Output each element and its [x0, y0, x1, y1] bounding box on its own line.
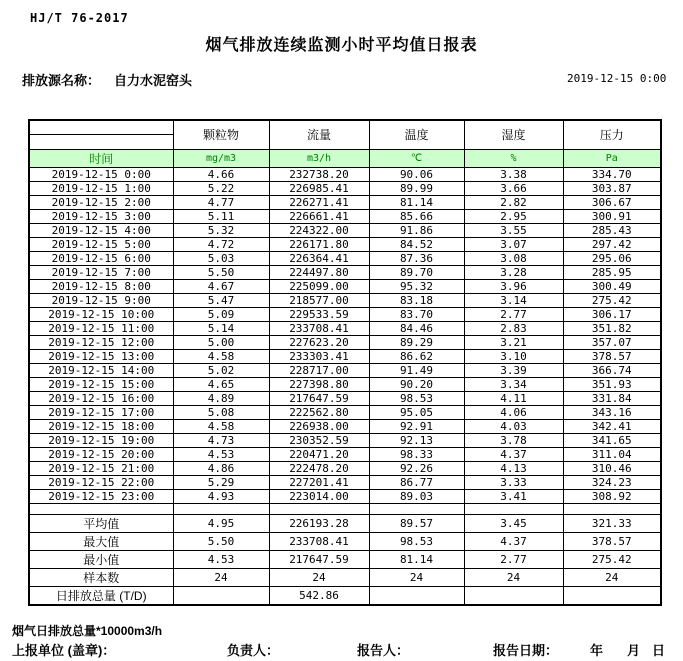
row-value: 4.77	[173, 195, 269, 209]
row-label: 平均值	[29, 514, 173, 532]
row-value: 227623.20	[269, 335, 369, 349]
row-value: 324.23	[563, 475, 661, 489]
row-time: 2019-12-15 11:00	[29, 321, 173, 335]
table-row	[29, 167, 661, 181]
row-value: 227398.80	[269, 377, 369, 391]
emission-source-line	[22, 70, 192, 89]
separator-section	[29, 503, 661, 514]
row-value: 5.14	[173, 321, 269, 335]
row-value: 3.21	[464, 335, 563, 349]
summary-rows	[29, 514, 661, 605]
row-value: 4.89	[173, 391, 269, 405]
row-value: 90.20	[369, 377, 464, 391]
unit-particulate: mg/m3	[173, 149, 269, 167]
table-row	[29, 568, 661, 586]
row-value: 311.04	[563, 447, 661, 461]
row-value: 366.74	[563, 363, 661, 377]
row-value	[173, 586, 269, 605]
table-row	[29, 321, 661, 335]
row-label: 日排放总量 (T/D)	[29, 586, 173, 605]
row-value: 4.13	[464, 461, 563, 475]
table-row	[29, 363, 661, 377]
row-value: 226193.28	[269, 514, 369, 532]
table-row	[29, 251, 661, 265]
row-value: 226661.41	[269, 209, 369, 223]
row-value: 5.00	[173, 335, 269, 349]
row-time: 2019-12-15 12:00	[29, 335, 173, 349]
row-value: 90.06	[369, 167, 464, 181]
row-value: 2.83	[464, 321, 563, 335]
corner-cell-top	[29, 120, 173, 134]
row-value: 233708.41	[269, 321, 369, 335]
row-value: 24	[563, 568, 661, 586]
row-time: 2019-12-15 17:00	[29, 405, 173, 419]
row-value: 84.52	[369, 237, 464, 251]
row-value: 226938.00	[269, 419, 369, 433]
row-value: 225099.00	[269, 279, 369, 293]
row-value: 3.33	[464, 475, 563, 489]
row-time: 2019-12-15 18:00	[29, 419, 173, 433]
row-value: 84.46	[369, 321, 464, 335]
row-value: 4.06	[464, 405, 563, 419]
row-value: 87.36	[369, 251, 464, 265]
row-value: 81.14	[369, 195, 464, 209]
row-value: 343.16	[563, 405, 661, 419]
row-value: 5.29	[173, 475, 269, 489]
row-value: 226171.80	[269, 237, 369, 251]
row-value: 4.73	[173, 433, 269, 447]
row-value: 3.14	[464, 293, 563, 307]
row-value: 81.14	[369, 550, 464, 568]
row-value: 226985.41	[269, 181, 369, 195]
row-value: 5.50	[173, 265, 269, 279]
standard-code: HJ/T 76-2017	[30, 11, 129, 25]
corner-cell-bottom	[29, 134, 173, 149]
row-value: 220471.20	[269, 447, 369, 461]
row-value: 4.93	[173, 489, 269, 503]
table-row	[29, 293, 661, 307]
table-row	[29, 461, 661, 475]
row-time: 2019-12-15 5:00	[29, 237, 173, 251]
unit-flow: m3/h	[269, 149, 369, 167]
time-column-header: 时间	[29, 149, 173, 167]
month-label: 月	[627, 643, 641, 658]
row-value: 233303.41	[269, 349, 369, 363]
row-value: 5.03	[173, 251, 269, 265]
row-value: 24	[464, 568, 563, 586]
day-label: 日	[652, 643, 666, 658]
row-time: 2019-12-15 14:00	[29, 363, 173, 377]
row-value: 4.03	[464, 419, 563, 433]
row-value: 222562.80	[269, 405, 369, 419]
row-value: 341.65	[563, 433, 661, 447]
row-value: 224497.80	[269, 265, 369, 279]
row-value: 2.77	[464, 550, 563, 568]
row-value: 321.33	[563, 514, 661, 532]
row-time: 2019-12-15 15:00	[29, 377, 173, 391]
row-time: 2019-12-15 7:00	[29, 265, 173, 279]
row-value: 331.84	[563, 391, 661, 405]
emission-source-label: 排放源名称：	[22, 73, 101, 88]
row-value: 5.02	[173, 363, 269, 377]
row-value: 86.77	[369, 475, 464, 489]
report-datetime: 2019-12-15 0:00	[567, 72, 667, 85]
row-value: 223014.00	[269, 489, 369, 503]
row-label: 最大值	[29, 532, 173, 550]
row-value: 98.53	[369, 391, 464, 405]
table-row	[29, 223, 661, 237]
row-value: 89.29	[369, 335, 464, 349]
row-value: 4.72	[173, 237, 269, 251]
row-time: 2019-12-15 13:00	[29, 349, 173, 363]
report-unit-label: 上报单位 (盖章)：	[12, 643, 116, 658]
row-value: 3.66	[464, 181, 563, 195]
row-value: 224322.00	[269, 223, 369, 237]
row-value: 98.33	[369, 447, 464, 461]
table-row	[29, 550, 661, 568]
unit-temperature: ℃	[369, 149, 464, 167]
row-value: 24	[173, 568, 269, 586]
row-value: 342.41	[563, 419, 661, 433]
emission-source-name: 自力水泥窑头	[114, 73, 193, 88]
row-value: 230352.59	[269, 433, 369, 447]
row-value: 5.22	[173, 181, 269, 195]
separator-row	[29, 503, 661, 514]
row-value: 310.46	[563, 461, 661, 475]
column-header-pressure: 压力	[563, 120, 661, 149]
row-value: 83.18	[369, 293, 464, 307]
row-value: 232738.20	[269, 167, 369, 181]
row-value: 297.42	[563, 237, 661, 251]
table-row	[29, 335, 661, 349]
row-value: 308.92	[563, 489, 661, 503]
row-value: 5.32	[173, 223, 269, 237]
row-value: 3.08	[464, 251, 563, 265]
row-value: 4.37	[464, 447, 563, 461]
table-row	[29, 405, 661, 419]
hour-rows	[29, 167, 661, 503]
row-label: 最小值	[29, 550, 173, 568]
row-value: 85.66	[369, 209, 464, 223]
row-value: 4.37	[464, 532, 563, 550]
row-value: 86.62	[369, 349, 464, 363]
table-row	[29, 419, 661, 433]
row-value: 222478.20	[269, 461, 369, 475]
row-label: 样本数	[29, 568, 173, 586]
table-row	[29, 195, 661, 209]
row-value	[369, 586, 464, 605]
row-value: 275.42	[563, 293, 661, 307]
column-header-flow: 流量	[269, 120, 369, 149]
row-value: 2.95	[464, 209, 563, 223]
table-row	[29, 514, 661, 532]
row-value: 4.11	[464, 391, 563, 405]
page-title: 烟气排放连续监测小时平均值日报表	[205, 37, 478, 54]
row-value: 233708.41	[269, 532, 369, 550]
row-value: 3.78	[464, 433, 563, 447]
row-value: 226364.41	[269, 251, 369, 265]
row-value: 4.58	[173, 419, 269, 433]
row-value: 3.28	[464, 265, 563, 279]
row-time: 2019-12-15 8:00	[29, 279, 173, 293]
row-value: 92.26	[369, 461, 464, 475]
column-header-temperature: 温度	[369, 120, 464, 149]
row-value: 89.70	[369, 265, 464, 279]
total-emission-note: 烟气日排放总量*10000m3/h	[12, 624, 163, 638]
row-value: 3.07	[464, 237, 563, 251]
row-time: 2019-12-15 9:00	[29, 293, 173, 307]
row-value: 98.53	[369, 532, 464, 550]
table-row	[29, 237, 661, 251]
row-value: 91.49	[369, 363, 464, 377]
row-value: 5.08	[173, 405, 269, 419]
row-value: 4.67	[173, 279, 269, 293]
row-value: 4.53	[173, 447, 269, 461]
table-row	[29, 391, 661, 405]
row-value	[563, 586, 661, 605]
row-time: 2019-12-15 3:00	[29, 209, 173, 223]
row-value: 4.53	[173, 550, 269, 568]
row-time: 2019-12-15 1:00	[29, 181, 173, 195]
row-value: 92.91	[369, 419, 464, 433]
table-row	[29, 307, 661, 321]
row-value: 2.77	[464, 307, 563, 321]
row-value: 89.57	[369, 514, 464, 532]
row-value: 229533.59	[269, 307, 369, 321]
row-time: 2019-12-15 0:00	[29, 167, 173, 181]
row-value: 3.10	[464, 349, 563, 363]
row-value: 306.17	[563, 307, 661, 321]
row-time: 2019-12-15 2:00	[29, 195, 173, 209]
row-value: 4.86	[173, 461, 269, 475]
unit-humidity: %	[464, 149, 563, 167]
signature-line	[0, 640, 683, 658]
row-time: 2019-12-15 21:00	[29, 461, 173, 475]
row-value: 5.09	[173, 307, 269, 321]
row-value: 89.03	[369, 489, 464, 503]
row-value: 3.41	[464, 489, 563, 503]
table-row	[29, 377, 661, 391]
row-value: 95.05	[369, 405, 464, 419]
reporter-label: 报告人：	[357, 643, 410, 658]
table-row	[29, 209, 661, 223]
row-value: 3.39	[464, 363, 563, 377]
row-time: 2019-12-15 22:00	[29, 475, 173, 489]
row-value: 89.99	[369, 181, 464, 195]
table-row	[29, 349, 661, 363]
row-value: 542.86	[269, 586, 369, 605]
column-header-humidity: 湿度	[464, 120, 563, 149]
row-value: 300.49	[563, 279, 661, 293]
row-time: 2019-12-15 23:00	[29, 489, 173, 503]
responsible-person-label: 负责人：	[227, 643, 280, 658]
row-value: 275.42	[563, 550, 661, 568]
row-value: 285.95	[563, 265, 661, 279]
monitoring-report-table	[28, 119, 662, 606]
row-value: 24	[369, 568, 464, 586]
row-value: 351.93	[563, 377, 661, 391]
row-value: 300.91	[563, 209, 661, 223]
row-value: 4.95	[173, 514, 269, 532]
row-value: 334.70	[563, 167, 661, 181]
row-value: 217647.59	[269, 391, 369, 405]
row-value: 3.38	[464, 167, 563, 181]
row-value: 303.87	[563, 181, 661, 195]
row-value: 217647.59	[269, 550, 369, 568]
unit-pressure: Pa	[563, 149, 661, 167]
row-time: 2019-12-15 20:00	[29, 447, 173, 461]
row-value: 4.58	[173, 349, 269, 363]
row-value: 226271.41	[269, 195, 369, 209]
row-value: 91.86	[369, 223, 464, 237]
row-value: 5.47	[173, 293, 269, 307]
row-value: 295.06	[563, 251, 661, 265]
row-value: 306.67	[563, 195, 661, 209]
table-row	[29, 279, 661, 293]
row-value: 378.57	[563, 532, 661, 550]
row-value: 218577.00	[269, 293, 369, 307]
row-value: 2.82	[464, 195, 563, 209]
row-value: 24	[269, 568, 369, 586]
row-value: 228717.00	[269, 363, 369, 377]
table-row	[29, 489, 661, 503]
row-value: 4.65	[173, 377, 269, 391]
row-value: 92.13	[369, 433, 464, 447]
row-time: 2019-12-15 19:00	[29, 433, 173, 447]
row-value: 3.45	[464, 514, 563, 532]
year-label: 年	[590, 643, 604, 658]
row-value: 5.11	[173, 209, 269, 223]
table-header	[29, 120, 661, 167]
table-row	[29, 181, 661, 195]
row-time: 2019-12-15 6:00	[29, 251, 173, 265]
table-row	[29, 265, 661, 279]
row-value: 378.57	[563, 349, 661, 363]
table-row	[29, 433, 661, 447]
row-time: 2019-12-15 16:00	[29, 391, 173, 405]
row-time: 2019-12-15 10:00	[29, 307, 173, 321]
row-value: 351.82	[563, 321, 661, 335]
row-value	[464, 586, 563, 605]
row-value: 4.66	[173, 167, 269, 181]
row-value: 95.32	[369, 279, 464, 293]
row-value: 3.96	[464, 279, 563, 293]
row-value: 5.50	[173, 532, 269, 550]
table-row	[29, 447, 661, 461]
row-value: 3.34	[464, 377, 563, 391]
table-row	[29, 586, 661, 605]
row-time: 2019-12-15 4:00	[29, 223, 173, 237]
row-value: 83.70	[369, 307, 464, 321]
report-date-label: 报告日期：	[493, 643, 559, 658]
table-row	[29, 475, 661, 489]
table-row	[29, 532, 661, 550]
column-header-particulate: 颗粒物	[173, 120, 269, 149]
row-value: 357.07	[563, 335, 661, 349]
row-value: 227201.41	[269, 475, 369, 489]
row-value: 285.43	[563, 223, 661, 237]
row-value: 3.55	[464, 223, 563, 237]
